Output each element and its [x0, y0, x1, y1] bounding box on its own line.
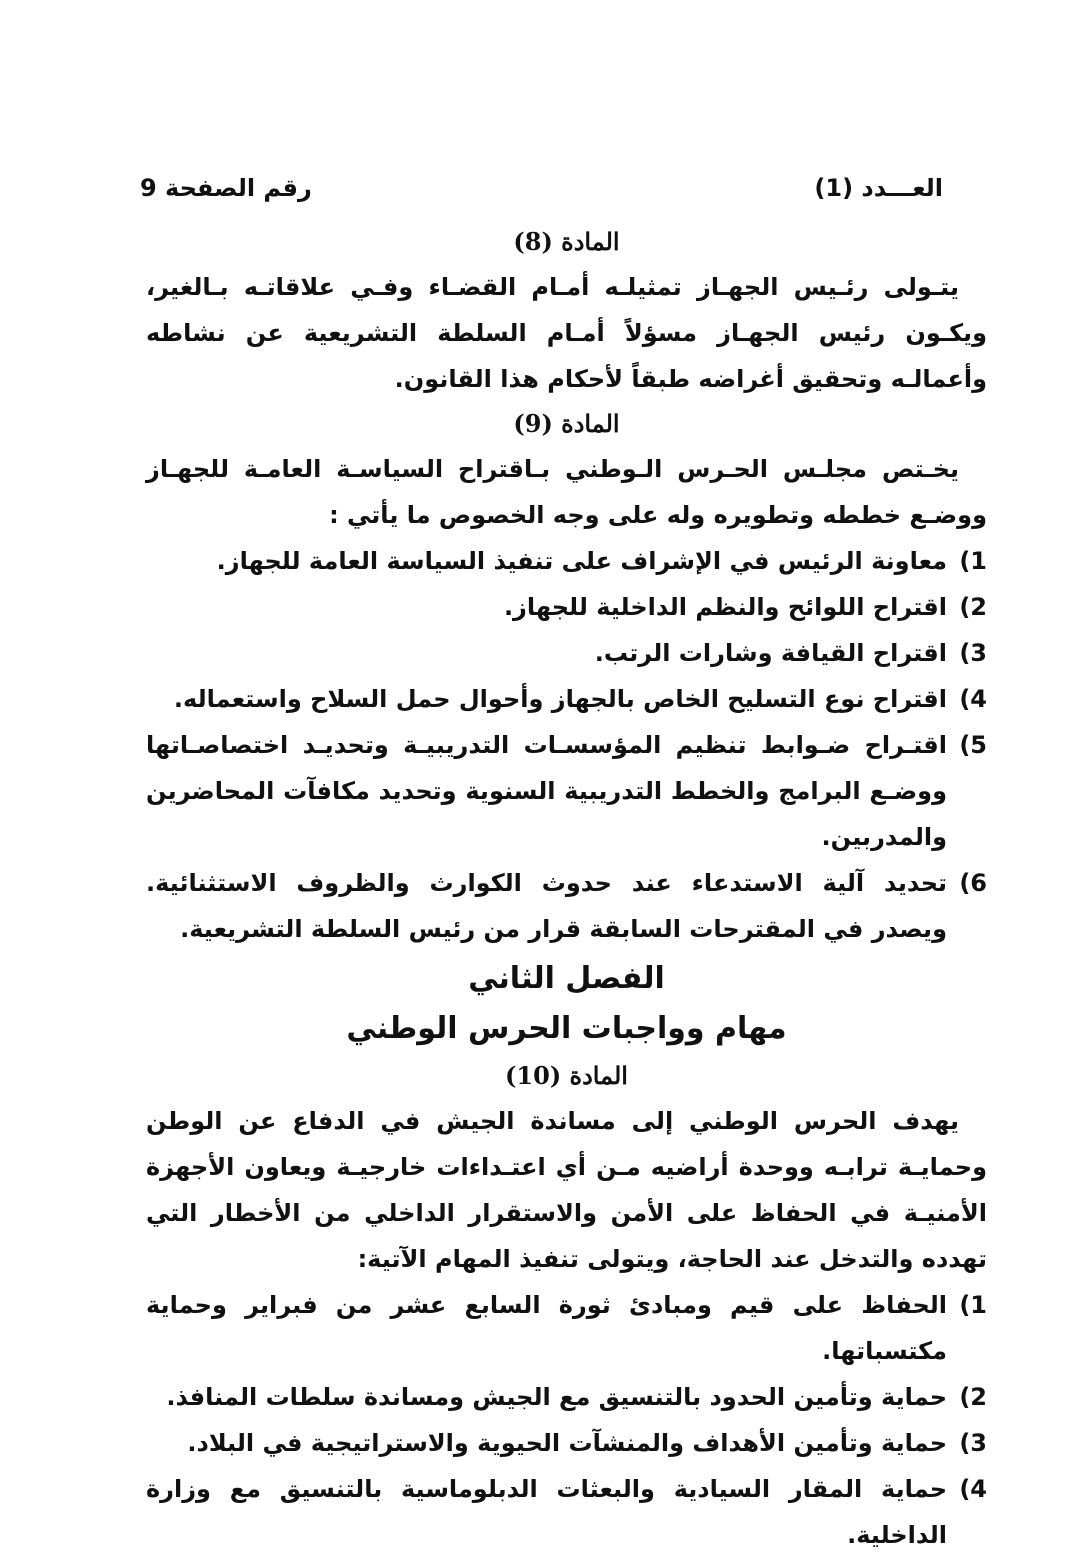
list-item — [146, 1466, 987, 1558]
list-item-text: اقتـراح ضـوابط تنظيم المؤسسـات التدريبيـة وتحديـد اختصاصـاتها ووضـع البرامج والخطط التدريبية السنوية وتحديد مكافآت المحاضرين والمدربين. — [146, 731, 947, 851]
list-item — [146, 538, 987, 584]
list-item-text: حماية وتأمين الحدود بالتنسيق مع الجيش ومساندة سلطات المنافذ. — [166, 1383, 947, 1411]
list-item-number: 1) — [959, 547, 987, 575]
document-body — [146, 220, 987, 1558]
list-item-number: 6) — [959, 869, 987, 897]
list-item-text: اقتراح اللوائح والنظم الداخلية للجهاز. — [503, 593, 947, 621]
list-item-text: حماية المقار السيادية والبعثات الدبلوماسية بالتنسيق مع وزارة الداخلية. — [146, 1475, 947, 1549]
page-header — [140, 168, 943, 208]
list-item-text: حماية وتأمين الأهداف والمنشآت الحيوية والاستراتيجية في البلاد. — [187, 1429, 947, 1457]
list-item-number: 4) — [959, 1475, 987, 1503]
list-item-number: 3) — [959, 639, 987, 667]
list-item-number: 1) — [959, 1291, 987, 1319]
list-item-text: الحفاظ على قيم ومبادئ ثورة السابع عشر من فبراير وحماية مكتسباتها. — [146, 1291, 947, 1365]
article-8-body: يتـولى رئـيس الجهـاز تمثيلـه أمـام القضـاء وفـي علاقاتـه بـالغير، ويكـون رئيس الجهـاز مسؤلاً أمـام السلطة التشريعية عن نشاطه وأعمالـه وتحقيق أغراضه طبقاً لأحكام هذا القانون. — [146, 273, 987, 393]
article-8-title: المادة (8) — [513, 227, 620, 256]
list-item-number: 2) — [959, 1383, 987, 1411]
article-9-title: المادة (9) — [513, 409, 620, 438]
chapter-subtitle: مهام وواجبات الحرس الوطني — [346, 1011, 787, 1046]
list-item — [146, 722, 987, 860]
list-item-number: 2) — [959, 593, 987, 621]
list-item-number: 4) — [959, 685, 987, 713]
list-item-text: اقتراح القيافة وشارات الرتب. — [594, 639, 947, 667]
article-10-title: المادة (10) — [505, 1061, 628, 1090]
list-item — [146, 860, 987, 952]
article-10-list — [146, 1282, 987, 1558]
list-item-number: 3) — [959, 1429, 987, 1457]
list-item — [146, 584, 987, 630]
list-item — [146, 1282, 987, 1374]
issue-number: العـــدد (1) — [814, 174, 943, 202]
list-item — [146, 1374, 987, 1420]
list-item — [146, 1420, 987, 1466]
list-item — [146, 630, 987, 676]
list-item-text: معاونة الرئيس في الإشراف على تنفيذ السياسة العامة للجهاز. — [216, 547, 947, 575]
article-9-list — [146, 538, 987, 952]
list-item-number: 5) — [959, 731, 987, 759]
chapter-title: الفصل الثاني — [468, 961, 665, 996]
article-10-intro: يهدف الحرس الوطني إلى مساندة الجيش في الدفاع عن الوطن وحمايـة ترابـه ووحدة أراضيه مـن أي اعتـداءات خارجيـة ويعاون الأجهزة الأمنيـة في الحفاظ على الأمن والاستقرار الداخلي من الأخطار التي تهدده والتدخل عند الحاجة، ويتولى تنفيذ المهام الآتية: — [146, 1107, 987, 1273]
page-number: رقم الصفحة 9 — [140, 174, 312, 202]
article-9-intro: يخـتص مجلـس الحـرس الـوطني بـاقتراح السياسـة العامـة للجهـاز ووضـع خططه وتطويره وله على وجه الخصوص ما يأتي : — [146, 455, 987, 529]
list-item-text: تحديد آلية الاستدعاء عند حدوث الكوارث والظروف الاستثنائية. ويصدر في المقترحات السابقة قرار من رئيس السلطة التشريعية. — [146, 869, 947, 943]
list-item — [146, 676, 987, 722]
list-item-text: اقتراح نوع التسليح الخاص بالجهاز وأحوال حمل السلاح واستعماله. — [173, 685, 947, 713]
